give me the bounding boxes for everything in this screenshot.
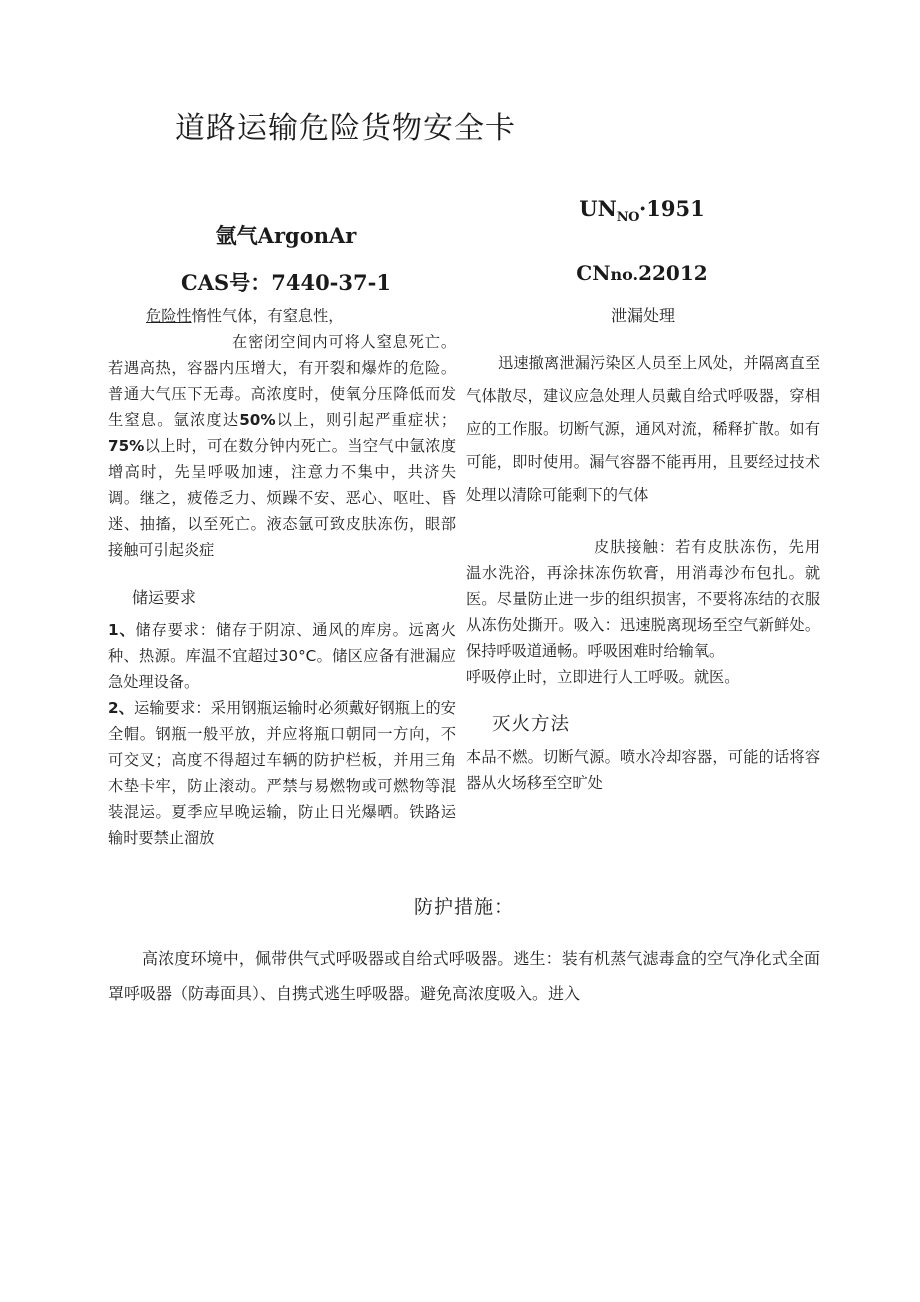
storage-item-1 — [108, 617, 456, 695]
un-number-line — [464, 196, 820, 225]
un-number: 1951 — [646, 196, 705, 221]
storage-item-2 — [108, 695, 456, 851]
cn-number-line — [464, 261, 820, 285]
un-label: UN — [579, 196, 617, 221]
cas-line — [108, 267, 464, 297]
firefighting-heading: 灭火方法 — [492, 714, 571, 735]
identification-left — [108, 196, 464, 297]
storage-item-1-number: 1、 — [108, 621, 136, 639]
firefighting-body: 本品不燃。切断气源。喷水冷却容器，可能的话将容器从火场移至空旷处 — [466, 748, 820, 792]
cas-label: CAS号： — [181, 270, 272, 295]
left-column — [108, 303, 456, 851]
hazard-body — [108, 329, 456, 563]
cas-number: 7440-37-1 — [271, 270, 391, 295]
protection-body: 高浓度环境中，佩带供气式呼吸器或自给式呼吸器。逃生：装有机蒸气滤毒盒的空气净化式全面罩呼吸器（防毒面具）、自携式逃生呼吸器。避免高浓度吸入。进入 — [108, 949, 820, 1003]
firstaid-paragraph-2: 呼吸停止时，立即进行人工呼吸。就医。 — [466, 668, 740, 686]
firstaid-paragraph-1: 皮肤接触：若有皮肤冻伤，先用温水洗浴，再涂抹冻伤软膏，用消毒沙布包扎。就医。尽量防止进一步的组织损害，不要将冻结的衣服从冻伤处撕开。吸入：迅速脱离现场至空气新鲜处。保持呼吸道通畅。呼吸困难时给输氧。 — [466, 538, 820, 660]
hazard-pct2: 75% — [108, 437, 145, 455]
leak-heading: 泄漏处理 — [610, 306, 675, 325]
hazard-after-pct2: 以上时，可在数分钟内死亡。当空气中氩浓度增高时，先呈呼吸加速，注意力不集中，共济失调。继之，疲倦乏力、烦躁不安、恶心、呕吐、昏迷、抽搐，以至死亡。液态氩可致皮肤冻伤，眼部接触可引起炎症 — [108, 437, 456, 559]
hazard-line1: 惰性气体，有窒息性， — [191, 307, 344, 325]
protection-heading: 防护措施： — [413, 896, 514, 918]
cn-number: 22012 — [638, 261, 708, 286]
page-title: 道路运输危险货物安全卡 — [175, 111, 516, 146]
hazard-after-pct1: 以上，则引起严重症状； — [275, 411, 457, 429]
substance-name: 氩气ArgonAr — [215, 223, 357, 248]
identification-block — [108, 196, 820, 306]
hazard-pct1: 50% — [239, 411, 276, 429]
hazard-line2: 在密闭空间内可将人窒息死亡。若遇高热，容器内压增大，有开裂和爆炸的危险。普通大气压下无毒。高浓度时，使氧分压降低而发生窒息。氩浓度达 — [108, 333, 456, 429]
cn-prefix: CN — [576, 261, 611, 286]
hazard-label: 危险性 — [146, 307, 192, 325]
identification-right — [464, 196, 820, 285]
leak-body: 迅速撤离泄漏污染区人员至上风处，并隔离直至气体散尽，建议应急处理人员戴自给式呼吸器，穿相应的工作服。切断气源，通风对流，稀释扩散。如有可能，即时使用。漏气容器不能再用，且要经过技术处理以清除可能剩下的气体 — [466, 354, 820, 504]
cn-small-label: no. — [610, 265, 639, 285]
hazard-paragraph — [108, 303, 456, 329]
right-column — [466, 303, 820, 796]
un-subscript: NO — [616, 210, 639, 226]
protection-block — [108, 892, 820, 1011]
storage-item-1-text: 储存要求：储存于阴凉、通风的库房。远离火种、热源。库温不宜超过30°C。储区应备有泄漏应急处理设备。 — [108, 621, 456, 691]
storage-item-2-number: 2、 — [108, 699, 135, 717]
storage-item-2-text: 运输要求：采用钢瓶运输时必须戴好钢瓶上的安全帽。钢瓶一般平放，并应将瓶口朝同一方向，不可交叉；高度不得超过车辆的防护栏板，并用三角木垫卡牢，防止滚动。严禁与易燃物或可燃物等混装混运。夏季应早晚运输，防止日光爆晒。铁路运输时要禁止溜放 — [108, 699, 456, 847]
spacer-leak-firstaid — [466, 512, 820, 534]
un-separator: · — [638, 196, 647, 221]
storage-heading: 储运要求 — [132, 588, 197, 607]
